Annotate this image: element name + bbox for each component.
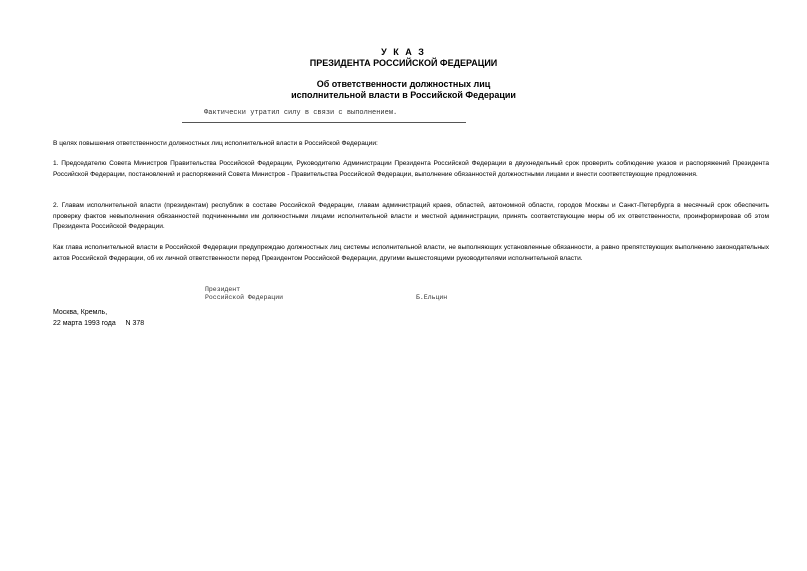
- status-note: Фактически утратил силу в связи с выполнением.: [204, 109, 398, 117]
- decree-kind: У К А З: [381, 47, 426, 57]
- status-note-divider: [182, 122, 466, 123]
- decree-subject-line-1: Об ответственности должностных лиц: [316, 79, 491, 89]
- intro-paragraph: В целях повышения ответственности должностных лиц исполнительной власти в Российской Федерации:: [53, 140, 378, 147]
- signing-date-number: 22 марта 1993 года N 378: [53, 320, 145, 327]
- signature-position-line-2: Российской Федерации: [205, 294, 284, 301]
- signing-place: Москва, Кремль,: [53, 309, 108, 316]
- item-2-paragraph: 2. Главам исполнительной власти (президентам) республик в составе Российской Федерации, главам администраций краев, областей, автономной области, городов Москвы и Санкт-Петербурга в месячный срок обеспечить проверку фактов невыполнения обязанностей подчиненными им должностными лицами исполнительной власти и местной администрации, принять соответствующие меры об их ответственности, проинформировав об этом Президента Российской Федерации.: [53, 202, 769, 230]
- decree-issuer: ПРЕЗИДЕНТА РОССИЙСКОЙ ФЕДЕРАЦИИ: [309, 58, 498, 68]
- signature-name: Б.Ельцин: [416, 294, 448, 301]
- item-1-paragraph: 1. Председателю Совета Министров Правительства Российской Федерации, Руководителю Администрации Президента Российской Федерации в двухнедельный срок проверить соблюдение указов и распоряжений Президента Российской Федерации, постановлений и распоряжений Совета Министров - Правительства Российской Федерации, выполнение обязанностей должностными лицами и внести соответствующие предложения.: [53, 160, 769, 178]
- signature-position-line-1: Президент: [205, 286, 241, 293]
- warning-paragraph: Как глава исполнительной власти в Российской Федерации предупреждаю должностных лиц системы исполнительной власти, не выполняющих установленные обязанности, а равно препятствующих выполнению законодательных актов Российской Федерации, об их личной ответственности перед Президентом Российской Федерации, другими вышестоящими руководителями исполнительной власти.: [53, 244, 769, 262]
- decree-subject-line-2: исполнительной власти в Российской Федерации: [291, 90, 516, 100]
